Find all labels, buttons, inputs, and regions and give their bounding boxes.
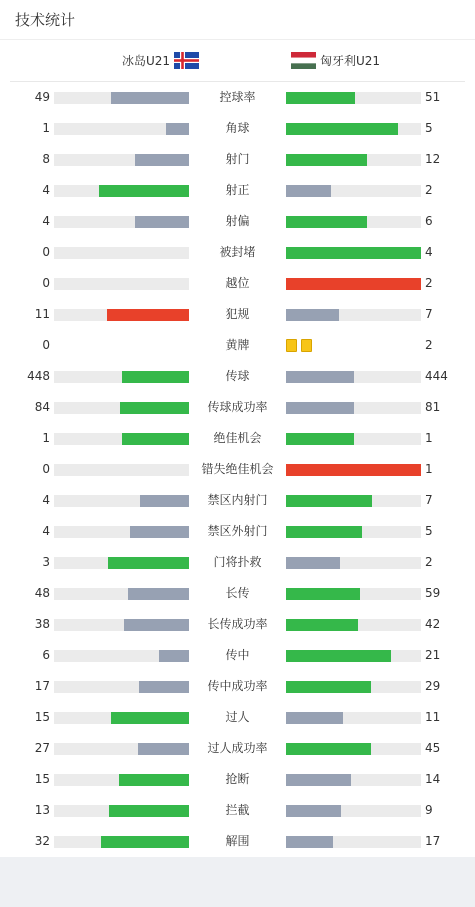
stat-label: 绝佳机会 xyxy=(213,431,262,445)
home-stat-value: 15 xyxy=(34,710,50,724)
stat-label: 门将扑救 xyxy=(213,555,262,569)
stat-row xyxy=(0,702,475,733)
home-stat-bar-fill xyxy=(99,185,189,197)
away-stat-value: 1 xyxy=(425,462,433,476)
away-stat-bar xyxy=(286,92,421,104)
stat-label: 禁区外射门 xyxy=(207,524,268,538)
stat-label: 射正 xyxy=(225,183,250,197)
hungary-flag-icon xyxy=(291,52,316,69)
away-stat-value: 5 xyxy=(425,524,433,538)
stat-label: 犯规 xyxy=(225,307,250,321)
away-stat-value: 1 xyxy=(425,431,433,445)
away-team-name: 匈牙利U21 xyxy=(320,54,381,68)
away-stat-bar-fill xyxy=(286,92,355,104)
home-stat-value: 17 xyxy=(34,679,50,693)
home-stat-bar-fill xyxy=(138,743,189,755)
home-stat-bar-fill xyxy=(108,557,189,569)
away-stat-bar-fill xyxy=(286,185,331,197)
stats-list xyxy=(0,82,475,857)
away-stat-bar xyxy=(286,371,421,383)
home-stat-bar-fill xyxy=(130,526,189,538)
stat-label: 禁区内射门 xyxy=(207,493,268,507)
away-stat-value: 17 xyxy=(425,834,441,848)
home-stat-value: 0 xyxy=(42,462,50,476)
stat-row xyxy=(0,671,475,702)
stat-label: 传中成功率 xyxy=(207,679,268,693)
stat-label: 射门 xyxy=(225,152,250,166)
stat-row xyxy=(0,237,475,268)
stat-label: 控球率 xyxy=(219,90,256,104)
stat-row xyxy=(0,578,475,609)
home-stat-value: 4 xyxy=(42,214,50,228)
teams-row xyxy=(10,40,465,82)
stat-row xyxy=(0,547,475,578)
home-stat-value: 4 xyxy=(42,524,50,538)
home-stat-bar-fill xyxy=(166,123,189,135)
home-stat-bar-fill xyxy=(135,216,189,228)
home-stat-bar-fill xyxy=(119,774,189,786)
away-stat-value: 2 xyxy=(425,276,433,290)
away-stat-bar xyxy=(286,650,421,662)
away-stat-bar-fill xyxy=(286,309,339,321)
away-stat-value: 21 xyxy=(425,648,441,662)
home-stat-bar xyxy=(54,247,189,259)
home-stat-bar xyxy=(54,836,189,848)
home-stat-value: 0 xyxy=(42,276,50,290)
away-stat-bar-fill xyxy=(286,247,421,259)
stat-label: 角球 xyxy=(225,121,250,135)
home-team-name: 冰岛U21 xyxy=(121,54,170,68)
stat-label: 解围 xyxy=(225,834,250,848)
away-stat-bar-fill xyxy=(286,216,367,228)
away-stat-value: 444 xyxy=(425,369,448,383)
away-stat-value: 9 xyxy=(425,803,433,817)
home-stat-bar xyxy=(54,309,189,321)
stat-label: 黄牌 xyxy=(225,338,250,352)
away-stat-bar xyxy=(286,805,421,817)
away-stat-bar-fill xyxy=(286,805,341,817)
away-stat-bar-fill xyxy=(286,588,360,600)
away-stat-value: 11 xyxy=(425,710,441,724)
home-stat-value: 0 xyxy=(42,245,50,259)
away-stat-bar xyxy=(286,309,421,321)
stat-label: 越位 xyxy=(225,276,250,290)
home-stat-value: 32 xyxy=(34,834,50,848)
home-stat-bar-fill xyxy=(109,805,189,817)
stat-row xyxy=(0,175,475,206)
home-stat-bar xyxy=(54,712,189,724)
away-stat-value: 2 xyxy=(425,555,433,569)
away-stat-bar xyxy=(286,433,421,445)
home-stat-bar-fill xyxy=(139,681,189,693)
away-stat-bar xyxy=(286,154,421,166)
away-stat-value: 59 xyxy=(425,586,441,600)
stat-label: 传中 xyxy=(225,648,250,662)
away-stat-bar-fill xyxy=(286,681,371,693)
home-stat-value: 49 xyxy=(34,90,50,104)
away-stat-value: 7 xyxy=(425,493,433,507)
stat-row xyxy=(0,609,475,640)
away-stat-bar xyxy=(286,526,421,538)
home-stat-bar xyxy=(54,526,189,538)
away-stat-bar xyxy=(286,557,421,569)
away-stat-bar xyxy=(286,836,421,848)
home-stat-bar xyxy=(54,557,189,569)
away-stat-bar xyxy=(286,247,421,259)
away-stat-value: 29 xyxy=(425,679,441,693)
away-stat-bar xyxy=(286,278,421,290)
stat-label: 射偏 xyxy=(225,214,250,228)
away-stat-value: 14 xyxy=(425,772,441,786)
home-stat-bar-fill xyxy=(135,154,189,166)
away-stat-bar-fill xyxy=(286,433,354,445)
home-stat-value: 448 xyxy=(27,369,50,383)
stat-row xyxy=(0,392,475,423)
away-stat-bar-fill xyxy=(286,402,354,414)
away-stat-bar xyxy=(286,712,421,724)
away-stat-bar-fill xyxy=(286,774,351,786)
away-stat-bar xyxy=(286,402,421,414)
stat-label: 抢断 xyxy=(225,772,250,786)
away-stat-bar xyxy=(286,495,421,507)
away-stat-bar-fill xyxy=(286,464,421,476)
stat-row xyxy=(0,268,475,299)
page-title: 技术统计 xyxy=(15,11,76,29)
stat-label: 过人 xyxy=(225,710,250,724)
stats-header xyxy=(0,0,475,40)
away-yellow-cards xyxy=(286,339,316,352)
home-stat-bar xyxy=(54,216,189,228)
away-stat-value: 4 xyxy=(425,245,433,259)
away-stat-value: 5 xyxy=(425,121,433,135)
away-stat-bar-fill xyxy=(286,557,340,569)
home-stat-bar-fill xyxy=(159,650,189,662)
home-stat-bar-fill xyxy=(107,309,189,321)
home-stat-value: 38 xyxy=(34,617,50,631)
stat-label: 长传 xyxy=(225,586,250,600)
stat-row xyxy=(0,206,475,237)
away-stat-bar-fill xyxy=(286,278,421,290)
away-stat-bar-fill xyxy=(286,154,367,166)
away-stat-bar xyxy=(286,743,421,755)
stat-row xyxy=(0,485,475,516)
home-stat-bar xyxy=(54,650,189,662)
home-stat-value: 48 xyxy=(34,586,50,600)
away-stat-bar xyxy=(286,216,421,228)
away-stat-bar-fill xyxy=(286,495,372,507)
stat-label: 过人成功率 xyxy=(207,741,268,755)
away-stat-bar xyxy=(286,464,421,476)
away-stat-bar xyxy=(286,619,421,631)
home-stat-bar-fill xyxy=(122,371,190,383)
stat-label: 长传成功率 xyxy=(207,617,268,631)
stat-row xyxy=(0,330,475,361)
home-stat-bar xyxy=(54,464,189,476)
home-stat-bar xyxy=(54,92,189,104)
away-stat-value: 2 xyxy=(425,338,433,352)
home-team xyxy=(122,40,199,81)
away-team xyxy=(291,40,380,81)
home-stat-bar-fill xyxy=(122,433,190,445)
home-stat-value: 13 xyxy=(34,803,50,817)
stat-label: 传球 xyxy=(225,369,250,383)
stat-row xyxy=(0,640,475,671)
away-stat-value: 51 xyxy=(425,90,441,104)
stat-row xyxy=(0,113,475,144)
home-stat-bar xyxy=(54,681,189,693)
home-stat-value: 4 xyxy=(42,493,50,507)
home-stat-bar xyxy=(54,185,189,197)
away-stat-bar xyxy=(286,588,421,600)
stat-label: 传球成功率 xyxy=(207,400,268,414)
home-stat-value: 3 xyxy=(42,555,50,569)
home-stat-bar xyxy=(54,619,189,631)
away-stat-bar-fill xyxy=(286,650,391,662)
home-stat-bar-fill xyxy=(124,619,189,631)
home-stat-value: 8 xyxy=(42,152,50,166)
home-stat-bar-fill xyxy=(101,836,189,848)
home-stat-bar xyxy=(54,588,189,600)
yellow-card-icon xyxy=(286,339,297,352)
away-stat-value: 7 xyxy=(425,307,433,321)
home-stat-bar xyxy=(54,154,189,166)
away-stat-bar-fill xyxy=(286,743,371,755)
away-stat-bar-fill xyxy=(286,619,358,631)
stat-row xyxy=(0,454,475,485)
away-stat-value: 45 xyxy=(425,741,441,755)
home-stat-bar xyxy=(54,278,189,290)
stat-label: 错失绝佳机会 xyxy=(201,462,274,476)
home-stat-value: 27 xyxy=(34,741,50,755)
home-stat-bar xyxy=(54,743,189,755)
away-stat-bar xyxy=(286,681,421,693)
home-stat-value: 84 xyxy=(34,400,50,414)
home-stat-bar-fill xyxy=(111,712,189,724)
stat-label: 被封堵 xyxy=(219,245,256,259)
away-stat-value: 2 xyxy=(425,183,433,197)
home-stat-bar xyxy=(54,371,189,383)
stat-row xyxy=(0,826,475,857)
away-stat-value: 6 xyxy=(425,214,433,228)
stat-row xyxy=(0,516,475,547)
home-stat-value: 4 xyxy=(42,183,50,197)
home-stat-bar-fill xyxy=(128,588,189,600)
home-stat-value: 1 xyxy=(42,431,50,445)
away-stat-bar xyxy=(286,123,421,135)
away-stat-bar xyxy=(286,774,421,786)
home-stat-bar xyxy=(54,774,189,786)
stat-row xyxy=(0,361,475,392)
stat-row xyxy=(0,733,475,764)
iceland-flag-icon xyxy=(174,52,199,69)
stat-label: 拦截 xyxy=(225,803,250,817)
home-stat-bar xyxy=(54,433,189,445)
away-stat-value: 42 xyxy=(425,617,441,631)
stat-row xyxy=(0,423,475,454)
yellow-card-icon xyxy=(301,339,312,352)
home-stat-value: 1 xyxy=(42,121,50,135)
stat-row xyxy=(0,795,475,826)
away-stat-bar xyxy=(286,185,421,197)
stat-row xyxy=(0,764,475,795)
home-stat-bar xyxy=(54,123,189,135)
away-stat-bar-fill xyxy=(286,836,333,848)
stat-row xyxy=(0,144,475,175)
stat-row xyxy=(0,82,475,113)
away-stat-value: 12 xyxy=(425,152,441,166)
away-stat-bar-fill xyxy=(286,123,398,135)
away-stat-bar-fill xyxy=(286,371,354,383)
home-stat-value: 0 xyxy=(42,338,50,352)
home-stat-bar-fill xyxy=(140,495,189,507)
away-stat-value: 81 xyxy=(425,400,441,414)
stat-row xyxy=(0,299,475,330)
home-stat-value: 6 xyxy=(42,648,50,662)
home-stat-bar-fill xyxy=(111,92,189,104)
home-stat-bar xyxy=(54,402,189,414)
home-stat-value: 15 xyxy=(34,772,50,786)
home-stat-bar xyxy=(54,805,189,817)
home-stat-bar-fill xyxy=(120,402,189,414)
away-stat-bar-fill xyxy=(286,526,362,538)
away-stat-bar-fill xyxy=(286,712,343,724)
home-stat-bar xyxy=(54,495,189,507)
home-stat-value: 11 xyxy=(34,307,50,321)
